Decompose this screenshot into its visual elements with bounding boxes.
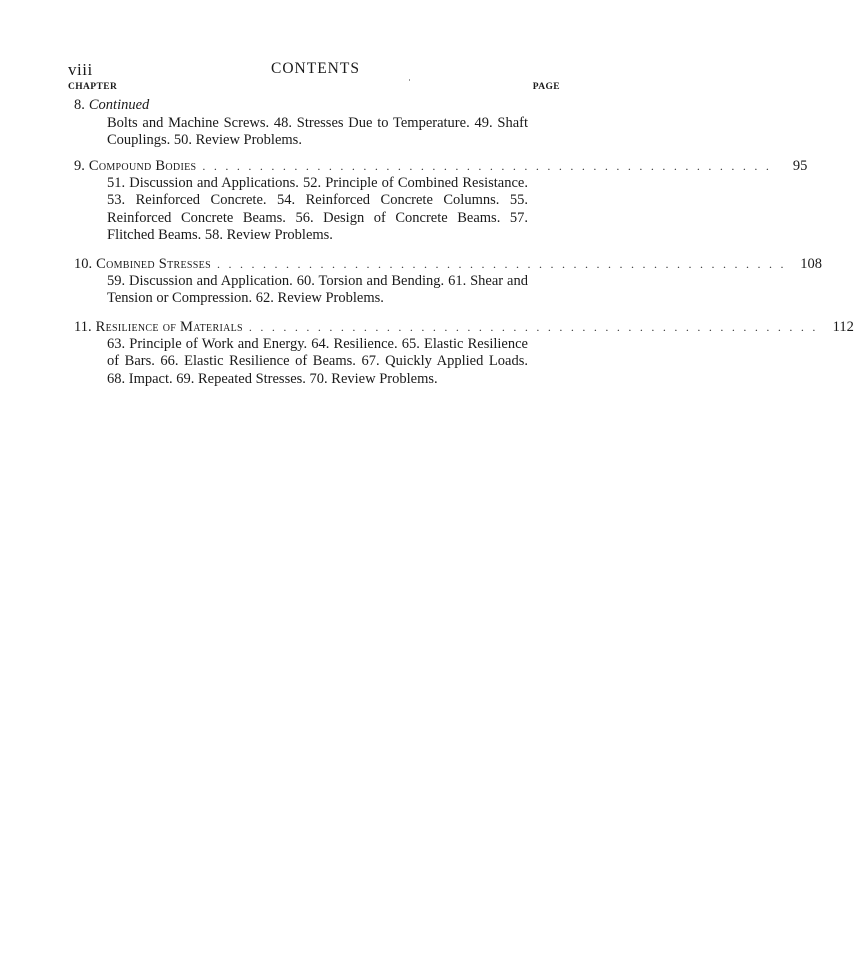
- chapter-title: Continued: [88, 97, 150, 113]
- chapter-title: Combined Stresses: [96, 256, 211, 272]
- dot-leader: ..................................................: [248, 320, 824, 334]
- dot-leader: ..................................................: [202, 159, 778, 173]
- section-list: Bolts and Machine Screws. 48. Stresses Due to Temperature. 49. Shaft Couplings. 50. Review Problems.: [107, 115, 528, 149]
- page-number: viii: [68, 60, 93, 79]
- page-column-label: PAGE: [532, 82, 560, 92]
- dot-leader: ..................................................: [216, 257, 792, 271]
- toc-entry-8: [74, 96, 562, 150]
- chapter-number: 9.: [74, 158, 85, 174]
- toc-entry-heading: [74, 96, 562, 114]
- chapter-title: Resilience of Materials: [95, 319, 243, 335]
- chapter-column-label: CHAPTER: [68, 82, 118, 92]
- print-speck: [409, 79, 410, 81]
- section-list: 63. Principle of Work and Energy. 64. Resilience. 65. Elastic Resilience of Bars. 66. Elastic Resilience of Beams. 67. Quickly Applied Loads. 68. Impact. 69. Repeated Stresses. 70. Review Problems.: [107, 336, 528, 387]
- toc-entry-heading: [74, 157, 808, 175]
- running-title: CONTENTS: [271, 60, 360, 77]
- page-ref: 95: [792, 158, 808, 174]
- toc-entry-10: [74, 255, 822, 308]
- chapter-number: 8.: [74, 97, 85, 113]
- page-ref: 112: [832, 319, 854, 335]
- toc-entry-9: [74, 157, 808, 245]
- toc-entry-heading: [74, 318, 854, 336]
- chapter-number: 10.: [74, 256, 93, 272]
- page-ref: 108: [800, 256, 822, 272]
- chapter-title: Compound Bodies: [88, 158, 197, 174]
- section-list: 59. Discussion and Application. 60. Torsion and Bending. 61. Shear and Tension or Compression. 62. Review Problems.: [107, 273, 528, 307]
- toc-entry-11: [74, 318, 854, 388]
- chapter-number: 11.: [74, 319, 92, 335]
- section-list: 51. Discussion and Applications. 52. Principle of Combined Resistance. 53. Reinforced Concrete. 54. Reinforced Concrete Columns. 55. Reinforced Concrete Beams. 56. Design of Concrete Beams. 57. Flitched Beams. 58. Review Problems.: [107, 175, 528, 244]
- toc-entry-heading: [74, 255, 822, 273]
